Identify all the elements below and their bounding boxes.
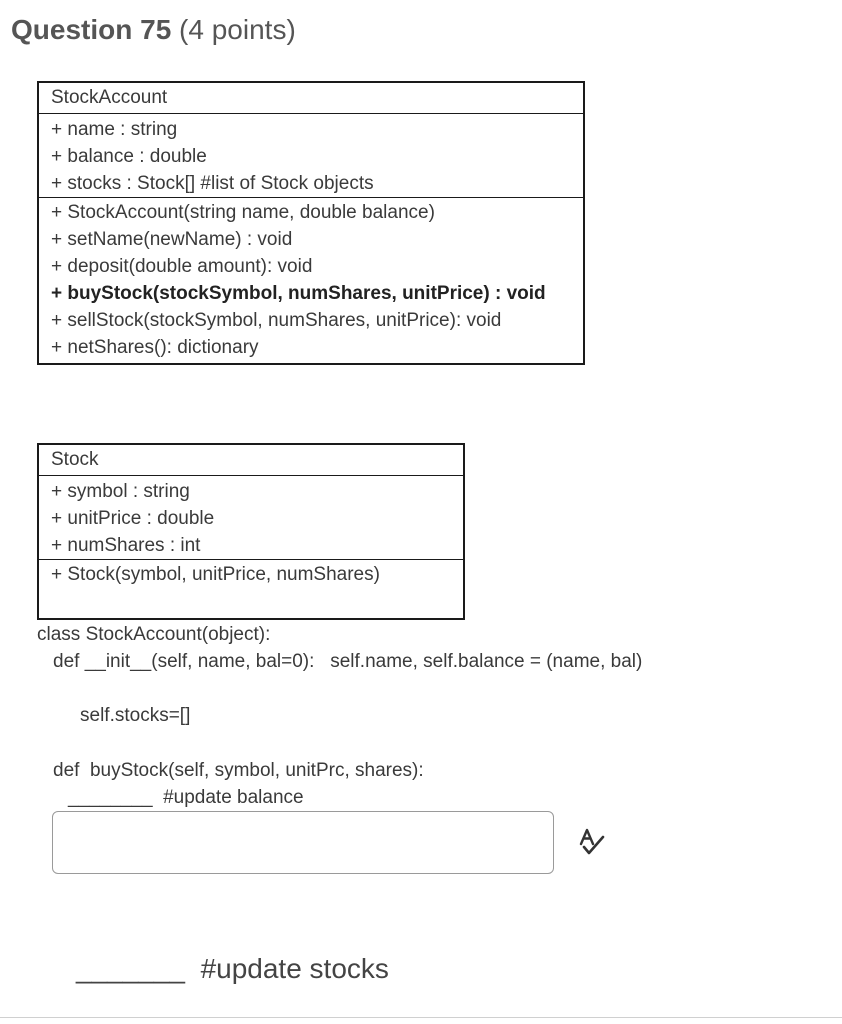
question-points: (4 points): [179, 14, 296, 45]
code-line-init: def __init__(self, name, bal=0): self.name, self.balance = (name, bal): [53, 651, 643, 672]
stock-uml-box: [37, 443, 465, 620]
stockaccount-method: + netShares(): dictionary: [51, 337, 259, 358]
code-line-class: class StockAccount(object):: [37, 624, 271, 645]
stockaccount-method-highlighted: + buyStock(stockSymbol, numShares, unitPrice) : void: [51, 283, 546, 304]
stockaccount-method: + setName(newName) : void: [51, 229, 293, 250]
code-line-stocks: self.stocks=[]: [80, 705, 191, 726]
question-title: [11, 14, 296, 46]
spellcheck-icon[interactable]: [576, 827, 608, 859]
stock-methods: [39, 559, 463, 590]
question-label: Question 75: [11, 14, 172, 45]
stock-method: + Stock(symbol, unitPrice, numShares): [51, 564, 380, 585]
answer-input[interactable]: [52, 811, 554, 874]
stock-attr: + numShares : int: [51, 535, 201, 556]
stockaccount-methods: [39, 197, 583, 361]
code-line-buystock: def buyStock(self, symbol, unitPrc, shares):: [53, 760, 424, 781]
stock-attributes: [39, 475, 463, 559]
stockaccount-method: + deposit(double amount): void: [51, 256, 313, 277]
stockaccount-attr: + stocks : Stock[] #list of Stock objects: [51, 173, 374, 194]
stockaccount-class-name: StockAccount: [51, 87, 168, 108]
stockaccount-method: + StockAccount(string name, double balance): [51, 202, 435, 223]
stockaccount-attributes: [39, 113, 583, 197]
footer-divider: [0, 1017, 842, 1018]
code-line-update-balance: ________ #update balance: [68, 787, 304, 808]
stock-attr: + unitPrice : double: [51, 508, 215, 529]
stockaccount-attr: + name : string: [51, 119, 178, 140]
stockaccount-attr: + balance : double: [51, 146, 207, 167]
stockaccount-uml-box: [37, 81, 585, 365]
stock-class-name: Stock: [51, 449, 99, 470]
stockaccount-method: + sellStock(stockSymbol, numShares, unitPrice): void: [51, 310, 502, 331]
stock-attr: + symbol : string: [51, 481, 190, 502]
code-line-update-stocks: _______ #update stocks: [76, 953, 389, 984]
